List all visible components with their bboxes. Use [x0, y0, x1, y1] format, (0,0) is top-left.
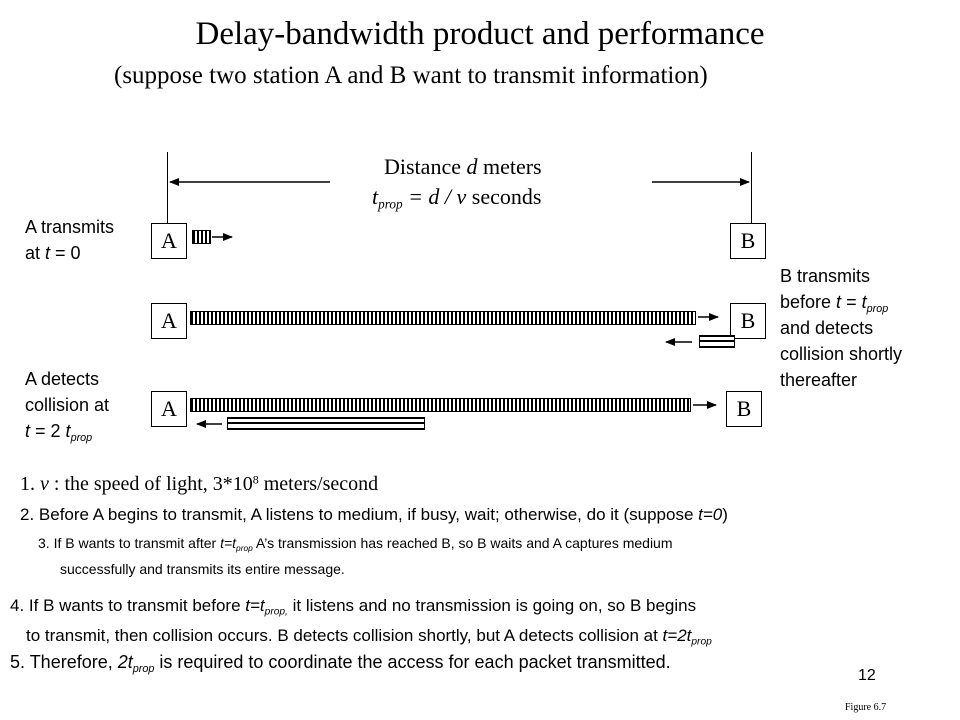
note-1: 1. ν : the speed of light, $3*10^8$ meters/second: [20, 472, 379, 495]
note-3-line1: 3. If B wants to transmit after $t=t_{prop}$ A’s transmission has reached B, so B waits and A captures medium: [38, 535, 673, 553]
page-subtitle: (suppose two station A and B want to transmit information): [114, 62, 708, 89]
figure-label: Figure 6.7: [845, 702, 887, 713]
b-transmits-label: B transmits before $t = t_{prop}$ and detects collision shortly thereafter: [780, 266, 903, 390]
packet-a-row2: [190, 311, 696, 325]
a-transmits-label: A transmits at t = 0: [25, 217, 115, 263]
a-detects-label: A detects collision at t = 2 $t_{prop}$: [25, 369, 110, 444]
station-b-row1: B: [730, 223, 766, 259]
packet-a-row1: [192, 230, 211, 244]
page-title: Delay-bandwidth product and performance: [195, 16, 765, 52]
tprop-formula: $t_{prop} = d / \nu$ seconds: [372, 184, 542, 212]
note-4-line1: 4. If B wants to transmit before $t=t_{prop,}$ it listens and no transmission is going on, so B begins: [10, 596, 697, 618]
note-4-line2: to transmit, then collision occurs. B detects collision shortly, but A detects collision at $t=2t_{prop}$: [26, 626, 712, 648]
distance-label: Distance d meters: [384, 154, 542, 179]
note-5: 5. Therefore, $2t_{prop}$ is required to coordinate the access for each packet transmitted.: [10, 652, 671, 675]
station-b-row3: B: [726, 391, 762, 427]
station-a-row1: A: [151, 223, 187, 259]
packet-a-row3: [190, 398, 691, 412]
station-a-row2: A: [151, 303, 187, 339]
station-b-row2: B: [730, 303, 766, 339]
note-3-line2: successfully and transmits its entire message.: [60, 561, 345, 577]
page-number: 12: [858, 667, 876, 684]
packet-b-row2: [699, 335, 735, 348]
station-a-row3: A: [151, 391, 187, 427]
note-2: 2. Before A begins to transmit, A listens to medium, if busy, wait; otherwise, do it (suppose t=0): [20, 505, 728, 524]
packet-b-row3: [227, 417, 425, 430]
